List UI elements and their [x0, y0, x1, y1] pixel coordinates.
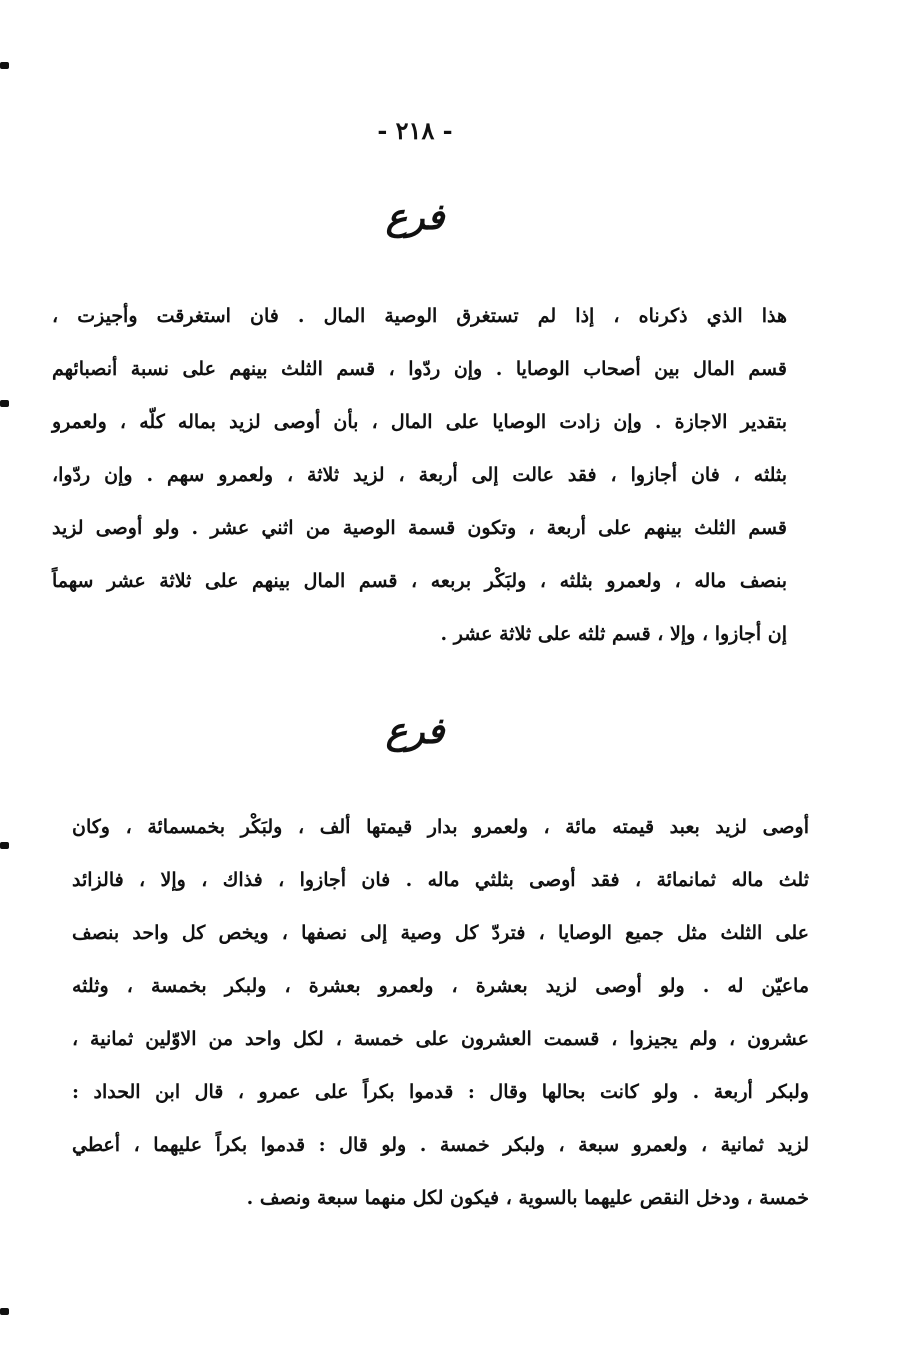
text-line: ماعيّن له . ولو أوصى لزيد بعشرة ، ولعمرو بعشرة ، ولبكر بخمسة ، وثلثه — [72, 975, 809, 997]
text-line: على الثلث مثل جميع الوصايا ، فتردّ كل وصية إلى نصفها ، ويخص كل واحد بنصف — [72, 922, 809, 944]
text-line: خمسة ، ودخل النقص عليهما بالسوية ، فيكون لكل منهما سبعة ونصف . — [246, 1187, 809, 1209]
text-line: بتقدير الاجازة . وإن زادت الوصايا على المال ، بأن أوصى لزيد بماله كلّه ، ولعمرو — [52, 411, 787, 433]
section-heading-2: فرع — [385, 710, 445, 752]
paragraph-2 — [72, 801, 809, 1225]
text-line: إن أجازوا ، وإلا ، قسم ثلثه على ثلاثة عشر . — [440, 623, 787, 645]
section-heading-1: فرع — [385, 196, 445, 238]
text-line: هذا الذي ذكرناه ، إذا لم تستغرق الوصية المال . فان استغرقت وأجيزت ، — [52, 305, 787, 327]
scan-edge-mark — [0, 1308, 9, 1315]
page-number: - ٢١٨ - — [377, 116, 453, 145]
text-line: قسم الثلث بينهم على أربعة ، وتكون قسمة الوصية من اثني عشر . ولو أوصى لزيد — [52, 517, 787, 539]
text-line: ولبكر أربعة . ولو كانت بحالها وقال : قدموا بكراً على عمرو ، قال ابن الحداد : — [72, 1081, 809, 1103]
text-line: بنصف ماله ، ولعمرو بثلثه ، ولبَكْر بربعه ، قسم المال بينهم على ثلاثة عشر سهماً — [52, 570, 787, 592]
text-line: أوصى لزيد بعبد قيمته مائة ، ولعمرو بدار قيمتها ألف ، ولبَكْر بخمسمائة ، وكان — [72, 816, 809, 838]
scan-edge-mark — [0, 62, 9, 69]
paragraph-1 — [52, 290, 787, 661]
text-line: لزيد ثمانية ، ولعمرو سبعة ، ولبكر خمسة . ولو قال : قدموا بكراً عليهما ، أعطي — [72, 1134, 809, 1156]
text-line: عشرون ، ولم يجيزوا ، قسمت العشرون على خمسة ، لكل واحد من الاوّلين ثمانية ، — [72, 1028, 809, 1050]
text-line: ثلث ماله ثمانمائة ، فقد أوصى بثلثي ماله . فان أجازوا ، فذاك ، وإلا ، فالزائد — [72, 869, 809, 891]
text-line: بثلثه ، فان أجازوا ، فقد عالت إلى أربعة ، لزيد ثلاثة ، ولعمرو سهم . وإن ردّوا، — [52, 464, 787, 486]
scan-edge-mark — [0, 400, 9, 407]
text-line: قسم المال بين أصحاب الوصايا . وإن ردّوا ، قسم الثلث بينهم على نسبة أنصبائهم — [52, 358, 787, 380]
scan-edge-mark — [0, 842, 9, 849]
